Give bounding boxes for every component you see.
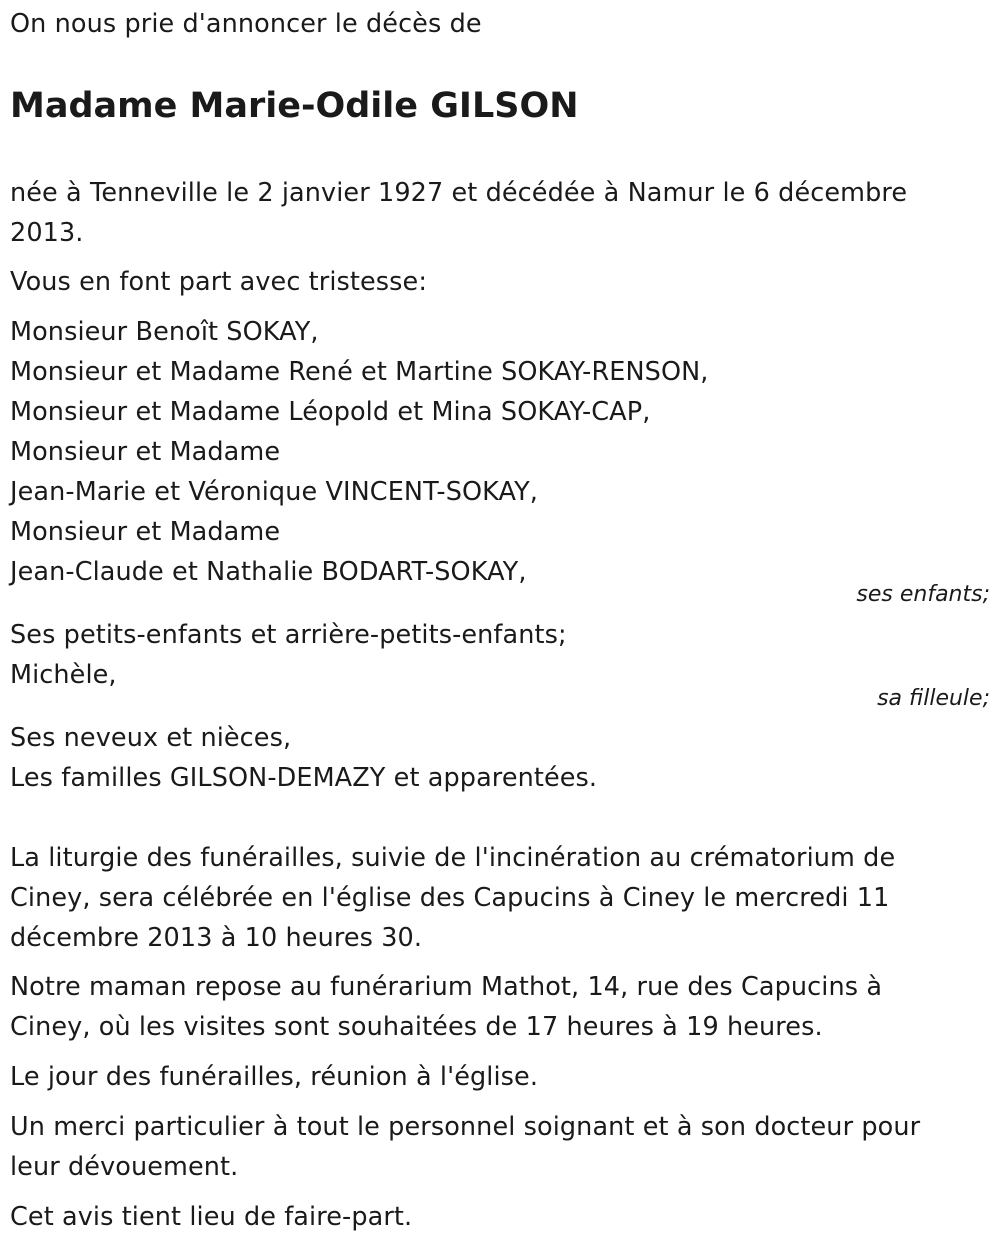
family-member: Monsieur et Madame: [10, 517, 281, 547]
birth-death-line-1: née à Tenneville le 2 janvier 1927 et décédée à Namur le 6 décembre: [10, 178, 908, 208]
liturgy-line-1: La liturgie des funérailles, suivie de l'incinération au crématorium de: [10, 843, 896, 873]
birth-death-line-2: 2013.: [10, 218, 84, 248]
families-text: Les familles GILSON-DEMAZY et apparentées.: [10, 763, 598, 793]
nephews-text: Ses neveux et nièces,: [10, 723, 292, 753]
grandchildren-text: Ses petits-enfants et arrière-petits-enfants;: [10, 620, 567, 650]
goddaughter-name: Michèle,: [10, 660, 117, 690]
rest-line-2: Ciney, où les visites sont souhaitées de 17 heures à 19 heures.: [10, 1012, 823, 1042]
family-member: Monsieur Benoît SOKAY,: [10, 317, 319, 347]
intro-text: On nous prie d'annoncer le décès de: [10, 9, 482, 39]
meeting-text: Le jour des funérailles, réunion à l'église.: [10, 1062, 539, 1092]
family-member: Jean-Claude et Nathalie BODART-SOKAY,: [10, 557, 527, 587]
children-role-label: ses enfants;: [856, 582, 990, 607]
liturgy-line-3: décembre 2013 à 10 heures 30.: [10, 923, 423, 953]
family-member: Monsieur et Madame René et Martine SOKAY-RENSON,: [10, 357, 709, 387]
family-member: Jean-Marie et Véronique VINCENT-SOKAY,: [10, 477, 538, 507]
rest-line-1: Notre maman repose au funérarium Mathot, 14, rue des Capucins à: [10, 972, 883, 1002]
closing-text: Cet avis tient lieu de faire-part.: [10, 1202, 413, 1232]
family-member: Monsieur et Madame Léopold et Mina SOKAY-CAP,: [10, 397, 651, 427]
thanks-line-2: leur dévouement.: [10, 1152, 239, 1182]
liturgy-line-2: Ciney, sera célébrée en l'église des Capucins à Ciney le mercredi 11: [10, 883, 890, 913]
goddaughter-role-label: sa filleule;: [877, 686, 990, 711]
announcement-text: Vous en font part avec tristesse:: [10, 267, 428, 297]
thanks-line-1: Un merci particulier à tout le personnel soignant et à son docteur pour: [10, 1112, 921, 1142]
deceased-name: Madame Marie-Odile GILSON: [10, 86, 579, 126]
family-member: Monsieur et Madame: [10, 437, 281, 467]
